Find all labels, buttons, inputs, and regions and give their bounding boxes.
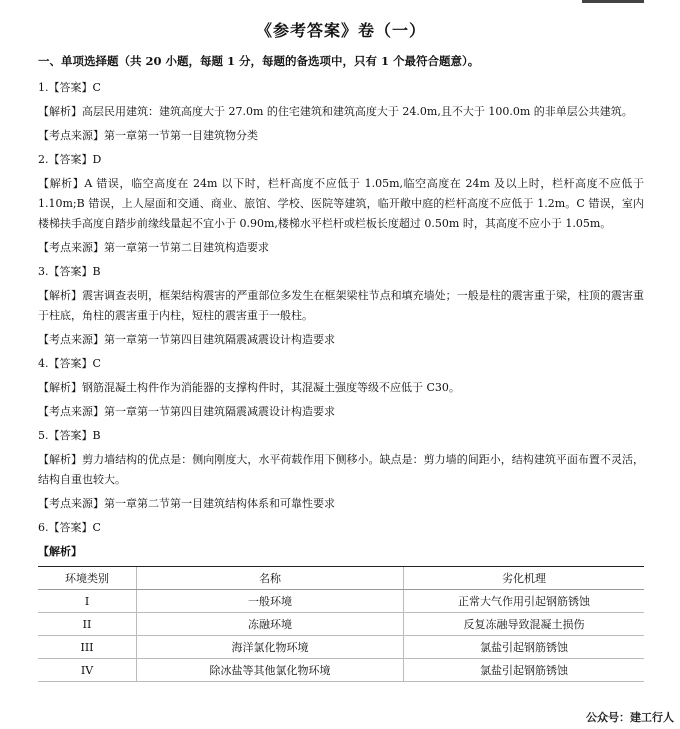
table-body	[38, 590, 644, 682]
cell-category: III	[38, 636, 137, 659]
source-5: 【考点来源】第一章第二节第一目建筑结构体系和可靠性要求	[38, 497, 335, 510]
answer-5: 5.【答案】B	[38, 429, 101, 442]
analysis-4: 【解析】钢筋混凝土构件作为消能器的支撑构件时，其混凝土强度等级不应低于 C30。	[38, 381, 460, 394]
watermark-text: 公众号：建工行人	[582, 709, 674, 725]
answer-6: 6.【答案】C	[38, 521, 101, 534]
analysis-1: 【解析】高层民用建筑：建筑高度大于 27.0m 的住宅建筑和建筑高度大于 24.0m,且不大于 100.0m 的非单层公共建筑。	[38, 105, 633, 118]
environment-table	[38, 566, 644, 682]
cell-name: 冻融环境	[137, 613, 404, 636]
table-header-row	[38, 567, 644, 590]
cell-name: 一般环境	[137, 590, 404, 613]
answer-2: 2.【答案】D	[38, 153, 102, 166]
answer-1: 1.【答案】C	[38, 81, 101, 94]
source-3: 【考点来源】第一章第一节第四目建筑隔震减震设计构造要求	[38, 333, 335, 346]
analysis-6-label: 【解析】	[38, 545, 82, 558]
header-category: 环境类别	[38, 567, 137, 590]
top-edge-mark	[582, 0, 644, 3]
source-1: 【考点来源】第一章第一节第一目建筑物分类	[38, 129, 258, 142]
cell-name: 除冰盐等其他氯化物环境	[137, 659, 404, 682]
cell-mechanism: 反复冻融导致混凝土损伤	[404, 613, 645, 636]
cell-mechanism: 氯盐引起钢筋锈蚀	[404, 659, 645, 682]
analysis-2: 【解析】A 错误，临空高度在 24m 以下时，栏杆高度不应低于 1.05m,临空高度在 24m 及以上时，栏杆高度不应低于 1.10m;B 错误，上人屋面和交通、商业、旅馆、学校、医院等建筑，临开敞中庭的栏杆高度不应低于 1.2m。C 错误，室内楼梯扶手高度自踏步前缘线量起不宜小于 0.90m,楼梯水平栏杆或栏板长度超过 0.50m 时，其高度不应小于 1.05m。	[38, 177, 644, 230]
table-row	[38, 659, 644, 682]
section-heading: 一、单项选择题（共 20 小题，每题 1 分，每题的备选项中，只有 1 个最符合题意）。	[38, 54, 480, 68]
cell-category: I	[38, 590, 137, 613]
table-row	[38, 613, 644, 636]
header-name: 名称	[137, 567, 404, 590]
analysis-5: 【解析】剪力墙结构的优点是：侧向刚度大，水平荷载作用下侧移小。缺点是：剪力墙的间距小，结构建筑平面布置不灵活，结构自重也较大。	[38, 453, 644, 486]
cell-name: 海洋氯化物环境	[137, 636, 404, 659]
cell-category: IV	[38, 659, 137, 682]
table-row	[38, 590, 644, 613]
page-title: 《参考答案》卷（一）	[255, 21, 426, 40]
answer-list	[38, 78, 644, 514]
answer-document	[38, 18, 644, 682]
header-mechanism: 劣化机理	[404, 567, 645, 590]
cell-mechanism: 氯盐引起钢筋锈蚀	[404, 636, 645, 659]
source-2: 【考点来源】第一章第一节第二目建筑构造要求	[38, 241, 269, 254]
environment-table-wrap	[38, 566, 644, 682]
cell-mechanism: 正常大气作用引起钢筋锈蚀	[404, 590, 645, 613]
answer-3: 3.【答案】B	[38, 265, 101, 278]
analysis-3: 【解析】震害调查表明，框架结构震害的严重部位多发生在框架梁柱节点和填充墙处；一般是柱的震害重于梁，柱顶的震害重于柱底，角柱的震害重于内柱，短柱的震害重于一般柱。	[38, 289, 644, 322]
source-4: 【考点来源】第一章第一节第四目建筑隔震减震设计构造要求	[38, 405, 335, 418]
cell-category: II	[38, 613, 137, 636]
answer-4: 4.【答案】C	[38, 357, 101, 370]
table-row	[38, 636, 644, 659]
